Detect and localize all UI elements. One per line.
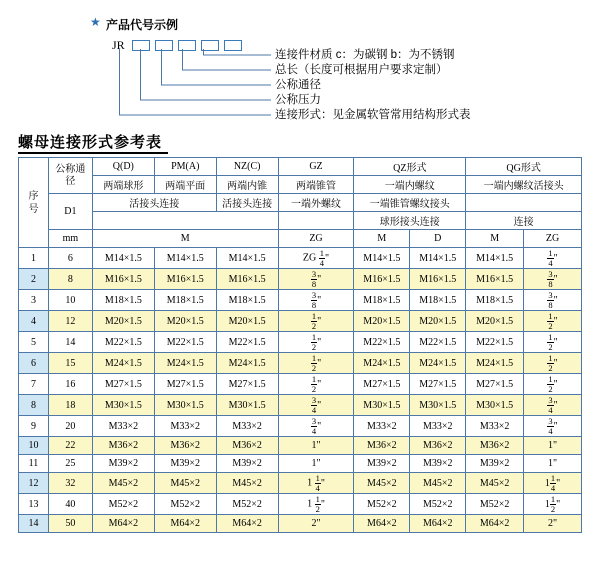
cell-qg-zg: $\frac{1}{4}$ " <box>524 248 582 269</box>
cell-qz-d: M64×2 <box>410 515 466 533</box>
cell-qg-m: M18×1.5 <box>466 290 524 311</box>
table-row <box>19 455 582 473</box>
cell-qg-m: M39×2 <box>466 455 524 473</box>
header-pma: PM(A) <box>154 158 216 176</box>
header-qd-desc: 两端球形 <box>92 176 154 194</box>
cell-nzc: M33×2 <box>216 416 278 437</box>
legend-title: 产品代号示例 <box>106 18 179 32</box>
cell-qg-m: M20×1.5 <box>466 311 524 332</box>
cell-qd: M64×2 <box>92 515 154 533</box>
page-title: 螺母连接形式参考表 <box>18 134 163 151</box>
cell-qg-m: M16×1.5 <box>466 269 524 290</box>
header-qg-taper-thread: 一端锥管螺纹接头 <box>354 194 466 212</box>
header-union-connect-1: 活接头连接 <box>92 194 216 212</box>
cell-serial: 6 <box>19 353 49 374</box>
cell-nzc: M27×1.5 <box>216 374 278 395</box>
table-header-row-5 <box>19 230 582 248</box>
cell-serial: 5 <box>19 332 49 353</box>
legend-label-pn: 公称压力 <box>275 94 321 106</box>
cell-qz-d: M22×1.5 <box>410 332 466 353</box>
table-row <box>19 473 582 494</box>
cell-qg-m: M22×1.5 <box>466 332 524 353</box>
cell-serial: 4 <box>19 311 49 332</box>
header-qz-desc: 一端内螺纹 <box>354 176 466 194</box>
cell-nzc: M30×1.5 <box>216 395 278 416</box>
cell-gz: $\frac{3}{8}$ " <box>278 290 354 311</box>
cell-qd: M33×2 <box>92 416 154 437</box>
cell-qd: M27×1.5 <box>92 374 154 395</box>
cell-serial: 14 <box>19 515 49 533</box>
table-header-row-2 <box>19 176 582 194</box>
header-gz-desc: 两端锥管 <box>278 176 354 194</box>
cell-nzc: M24×1.5 <box>216 353 278 374</box>
cell-qz-d: M39×2 <box>410 455 466 473</box>
header-thread-zg: ZG <box>278 230 354 248</box>
cell-qg-zg: $\frac{1}{2}$ " <box>524 311 582 332</box>
cell-qd: M45×2 <box>92 473 154 494</box>
cell-qz-d: M14×1.5 <box>410 248 466 269</box>
title-underline <box>18 152 168 154</box>
cell-pma: M33×2 <box>154 416 216 437</box>
cell-serial: 13 <box>19 494 49 515</box>
cell-nominal-dn: 22 <box>48 437 92 455</box>
cell-qz-d: M45×2 <box>410 473 466 494</box>
header-qg-taper-thread-2 <box>466 194 582 212</box>
cell-gz: ZG $\frac{1}{4}$ " <box>278 248 354 269</box>
cell-qd: M24×1.5 <box>92 353 154 374</box>
cell-pma: M36×2 <box>154 437 216 455</box>
cell-nominal-dn: 15 <box>48 353 92 374</box>
cell-qz-m: M22×1.5 <box>354 332 410 353</box>
cell-qg-zg: $\frac{1}{2}$ " <box>524 353 582 374</box>
header-serial: 序 号 <box>19 158 49 248</box>
table-row <box>19 416 582 437</box>
header-qg-desc: 一端内螺纹活接头 <box>466 176 582 194</box>
cell-qz-m: M36×2 <box>354 437 410 455</box>
header-d1: D1 <box>48 194 92 230</box>
header-union-connect-2: 活接头连接 <box>216 194 278 212</box>
cell-nzc: M14×1.5 <box>216 248 278 269</box>
header-connect: 连接 <box>466 212 582 230</box>
table-row <box>19 515 582 533</box>
header-qz-m: M <box>354 230 410 248</box>
cell-qd: M20×1.5 <box>92 311 154 332</box>
header-qd: Q(D) <box>92 158 154 176</box>
cell-qd: M16×1.5 <box>92 269 154 290</box>
cell-qz-m: M24×1.5 <box>354 353 410 374</box>
header-qz-d: D <box>410 230 466 248</box>
cell-pma: M22×1.5 <box>154 332 216 353</box>
cell-nominal-dn: 14 <box>48 332 92 353</box>
cell-gz: $\frac{3}{4}$ " <box>278 416 354 437</box>
cell-gz: $\frac{1}{2}$ " <box>278 374 354 395</box>
product-code-prefix: JR <box>112 38 125 52</box>
header-qz: QZ形式 <box>354 158 466 176</box>
cell-pma: M16×1.5 <box>154 269 216 290</box>
table-header-row-4 <box>19 212 582 230</box>
cell-serial: 10 <box>19 437 49 455</box>
cell-serial: 8 <box>19 395 49 416</box>
table-row <box>19 494 582 515</box>
cell-qd: M52×2 <box>92 494 154 515</box>
cell-nominal-dn: 18 <box>48 395 92 416</box>
cell-qz-m: M39×2 <box>354 455 410 473</box>
cell-qz-d: M52×2 <box>410 494 466 515</box>
cell-qg-zg: 1 $\frac{1}{2}$ " <box>524 494 582 515</box>
cell-qz-d: M33×2 <box>410 416 466 437</box>
cell-qz-d: M36×2 <box>410 437 466 455</box>
cell-qd: M18×1.5 <box>92 290 154 311</box>
cell-pma: M39×2 <box>154 455 216 473</box>
cell-nominal-dn: 32 <box>48 473 92 494</box>
cell-qg-m: M64×2 <box>466 515 524 533</box>
cell-qg-zg: $\frac{1}{2}$ " <box>524 332 582 353</box>
cell-gz: $\frac{1}{2}$ " <box>278 332 354 353</box>
table-row <box>19 311 582 332</box>
header-nzc: NZ(C) <box>216 158 278 176</box>
table-row <box>19 290 582 311</box>
header-nominal-dn: 公称通径 <box>48 158 92 194</box>
cell-nzc: M52×2 <box>216 494 278 515</box>
cell-qd: M30×1.5 <box>92 395 154 416</box>
legend-label-length: 总长（长度可根据用户要求定制） <box>275 64 448 76</box>
cell-qd: M22×1.5 <box>92 332 154 353</box>
cell-qg-zg: $\frac{3}{8}$ " <box>524 269 582 290</box>
cell-pma: M18×1.5 <box>154 290 216 311</box>
header-qg: QG形式 <box>466 158 582 176</box>
cell-qz-m: M14×1.5 <box>354 248 410 269</box>
cell-qg-zg: 1" <box>524 455 582 473</box>
header-blank-row4 <box>92 212 278 230</box>
nut-connection-table <box>18 157 582 533</box>
cell-gz: $\frac{1}{2}$ " <box>278 311 354 332</box>
table-row <box>19 395 582 416</box>
table-header-row-3 <box>19 194 582 212</box>
cell-qg-zg: 2" <box>524 515 582 533</box>
cell-gz: $\frac{3}{8}$ " <box>278 269 354 290</box>
legend-label-material: 连接件材质 c：为碳钢 b：为不锈钢 <box>275 49 455 61</box>
cell-gz: 1" <box>278 437 354 455</box>
cell-gz: 2" <box>278 515 354 533</box>
cell-qg-zg: $\frac{1}{2}$ " <box>524 374 582 395</box>
cell-nominal-dn: 40 <box>48 494 92 515</box>
cell-qz-d: M18×1.5 <box>410 290 466 311</box>
header-pma-desc: 两端平面 <box>154 176 216 194</box>
cell-qz-d: M20×1.5 <box>410 311 466 332</box>
cell-qz-m: M27×1.5 <box>354 374 410 395</box>
cell-serial: 2 <box>19 269 49 290</box>
cell-serial: 7 <box>19 374 49 395</box>
cell-serial: 9 <box>19 416 49 437</box>
cell-qz-m: M33×2 <box>354 416 410 437</box>
cell-nominal-dn: 6 <box>48 248 92 269</box>
table-row <box>19 248 582 269</box>
cell-nominal-dn: 20 <box>48 416 92 437</box>
cell-gz: $\frac{3}{4}$ " <box>278 395 354 416</box>
cell-nominal-dn: 10 <box>48 290 92 311</box>
header-qg-m: M <box>466 230 524 248</box>
table-row <box>19 269 582 290</box>
cell-qd: M14×1.5 <box>92 248 154 269</box>
cell-qz-m: M30×1.5 <box>354 395 410 416</box>
cell-qz-d: M24×1.5 <box>410 353 466 374</box>
header-nzc-desc: 两端内锥 <box>216 176 278 194</box>
cell-qg-zg: 1" <box>524 437 582 455</box>
table-row <box>19 353 582 374</box>
cell-qg-m: M33×2 <box>466 416 524 437</box>
cell-serial: 3 <box>19 290 49 311</box>
cell-qg-m: M24×1.5 <box>466 353 524 374</box>
cell-qg-zg: $\frac{3}{8}$ " <box>524 290 582 311</box>
cell-nzc: M64×2 <box>216 515 278 533</box>
cell-serial: 11 <box>19 455 49 473</box>
cell-pma: M45×2 <box>154 473 216 494</box>
cell-qz-m: M45×2 <box>354 473 410 494</box>
cell-qz-d: M30×1.5 <box>410 395 466 416</box>
cell-nzc: M39×2 <box>216 455 278 473</box>
cell-qz-d: M27×1.5 <box>410 374 466 395</box>
cell-qz-d: M16×1.5 <box>410 269 466 290</box>
cell-pma: M30×1.5 <box>154 395 216 416</box>
cell-nzc: M45×2 <box>216 473 278 494</box>
header-gz-blank <box>278 212 354 230</box>
header-thread-m: M <box>92 230 278 248</box>
cell-qz-m: M64×2 <box>354 515 410 533</box>
legend-label-list <box>275 48 471 123</box>
cell-nzc: M36×2 <box>216 437 278 455</box>
header-gz: GZ <box>278 158 354 176</box>
cell-nzc: M16×1.5 <box>216 269 278 290</box>
cell-qg-zg: 1 $\frac{1}{4}$ " <box>524 473 582 494</box>
cell-pma: M27×1.5 <box>154 374 216 395</box>
table-row <box>19 437 582 455</box>
cell-pma: M14×1.5 <box>154 248 216 269</box>
cell-pma: M24×1.5 <box>154 353 216 374</box>
star-icon: ★ <box>90 15 101 29</box>
cell-qg-m: M45×2 <box>466 473 524 494</box>
header-ball-joint-connect: 球形接头连接 <box>354 212 466 230</box>
cell-nzc: M18×1.5 <box>216 290 278 311</box>
header-gz-outer-thread: 一端外螺纹 <box>278 194 354 212</box>
cell-nominal-dn: 50 <box>48 515 92 533</box>
cell-nominal-dn: 12 <box>48 311 92 332</box>
cell-pma: M64×2 <box>154 515 216 533</box>
cell-qg-m: M30×1.5 <box>466 395 524 416</box>
cell-qd: M39×2 <box>92 455 154 473</box>
cell-pma: M20×1.5 <box>154 311 216 332</box>
cell-qg-m: M52×2 <box>466 494 524 515</box>
product-code-legend <box>0 0 600 133</box>
cell-qg-zg: $\frac{3}{4}$ " <box>524 395 582 416</box>
cell-qg-m: M14×1.5 <box>466 248 524 269</box>
cell-qd: M36×2 <box>92 437 154 455</box>
cell-qz-m: M16×1.5 <box>354 269 410 290</box>
header-unit-mm: mm <box>48 230 92 248</box>
cell-serial: 12 <box>19 473 49 494</box>
cell-gz: $\frac{1}{2}$ " <box>278 353 354 374</box>
cell-nzc: M20×1.5 <box>216 311 278 332</box>
cell-pma: M52×2 <box>154 494 216 515</box>
table-row <box>19 374 582 395</box>
cell-nominal-dn: 16 <box>48 374 92 395</box>
cell-gz: 1 $\frac{1}{2}$ " <box>278 494 354 515</box>
cell-gz: 1" <box>278 455 354 473</box>
cell-qz-m: M18×1.5 <box>354 290 410 311</box>
cell-nominal-dn: 25 <box>48 455 92 473</box>
table-header-row-1 <box>19 158 582 176</box>
cell-qg-zg: $\frac{3}{4}$ " <box>524 416 582 437</box>
legend-label-conn-form: 连接形式：见金属软管常用结构形式表 <box>275 109 471 121</box>
table-row <box>19 332 582 353</box>
cell-qg-m: M27×1.5 <box>466 374 524 395</box>
cell-gz: 1 $\frac{1}{4}$ " <box>278 473 354 494</box>
cell-nzc: M22×1.5 <box>216 332 278 353</box>
cell-qz-m: M20×1.5 <box>354 311 410 332</box>
cell-nominal-dn: 8 <box>48 269 92 290</box>
header-qg-zg: ZG <box>524 230 582 248</box>
legend-label-dn: 公称通径 <box>275 79 321 91</box>
cell-qz-m: M52×2 <box>354 494 410 515</box>
cell-serial: 1 <box>19 248 49 269</box>
cell-qg-m: M36×2 <box>466 437 524 455</box>
